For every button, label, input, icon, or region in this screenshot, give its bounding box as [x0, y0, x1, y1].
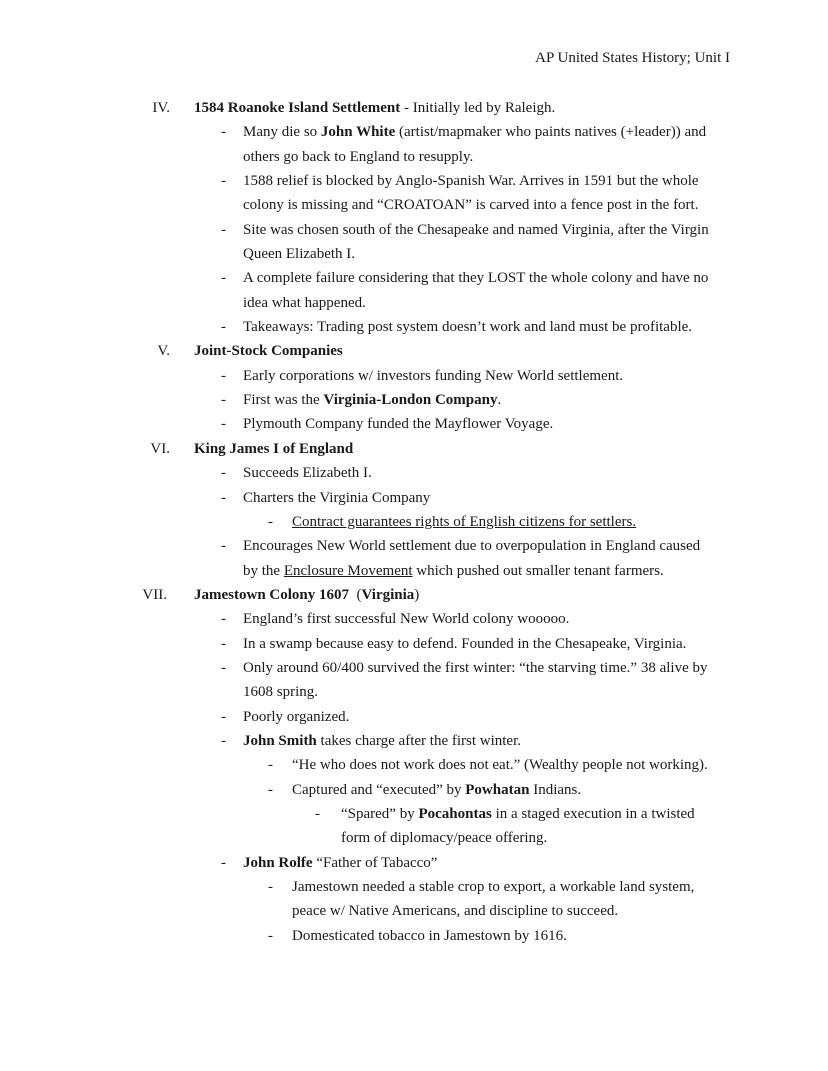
- bullet-dash: -: [221, 270, 226, 287]
- key-term: Powhatan: [465, 781, 530, 798]
- sub-list-item: - Captured and “executed” by Powhatan Indians.: [0, 778, 828, 802]
- sub-list-item: [0, 510, 828, 534]
- section-number: VI.: [150, 440, 170, 457]
- section-heading-v: [0, 339, 828, 363]
- list-item: - First was the Virginia-London Company.: [0, 388, 828, 412]
- bullet-dash: -: [221, 221, 226, 238]
- bullet-dash: -: [221, 854, 226, 871]
- section-title: Jamestown Colony 1607: [194, 586, 350, 603]
- list-item: - Succeeds Elizabeth I.: [0, 461, 828, 485]
- bullet-dash: -: [268, 513, 273, 530]
- section-title: King James I of England: [194, 440, 354, 457]
- bullet-dash: -: [221, 489, 226, 506]
- list-item: - Only around 60/400 survived the first winter: “the starving time.” 38 alive by: [0, 656, 828, 680]
- key-term: John Rolfe: [243, 854, 313, 871]
- section-number: V.: [157, 343, 170, 360]
- list-item: - John Rolfe “Father of Tabacco”: [0, 851, 828, 875]
- sub-list-item: - Jamestown needed a stable crop to export, a workable land system,: [0, 875, 828, 899]
- list-item: - Poorly organized.: [0, 705, 828, 729]
- section-title: 1584 Roanoke Island Settlement: [194, 100, 401, 116]
- bullet-dash: -: [315, 805, 320, 822]
- list-item: - Early corporations w/ investors funding New World settlement.: [0, 364, 828, 388]
- bullet-dash: -: [221, 392, 226, 409]
- section-number: VII.: [142, 586, 167, 603]
- list-item: - A complete failure considering that they LOST the whole colony and have no: [0, 266, 828, 290]
- bullet-dash: -: [221, 319, 226, 336]
- key-term: Pocahontas: [418, 805, 492, 822]
- underlined-text: Contract guarantees rights of English citizens for settlers.: [292, 513, 637, 530]
- sub-sub-list-item-continuation: form of diplomacy/peace offering.: [341, 830, 548, 847]
- section-title-note: - Initially led by Raleigh.: [400, 100, 556, 116]
- list-item-continuation: others go back to England to resupply.: [243, 148, 474, 165]
- list-item-continuation: idea what happened.: [243, 294, 366, 311]
- list-item: - Plymouth Company funded the Mayflower Voyage.: [0, 412, 828, 436]
- list-item-continuation: by the Enclosure Movement which pushed out smaller tenant farmers.: [243, 562, 664, 579]
- key-term: Virginia: [361, 586, 415, 603]
- sub-list-item-continuation: peace w/ Native Americans, and discipline to succeed.: [292, 903, 619, 920]
- list-item: - Encourages New World settlement due to overpopulation in England caused: [0, 534, 828, 558]
- list-item: - In a swamp because easy to defend. Founded in the Chesapeake, Virginia.: [0, 632, 828, 656]
- key-term: Virginia-London Company: [323, 392, 498, 409]
- page-header: AP United States History; Unit I: [535, 50, 730, 66]
- sub-list-item: - Domesticated tobacco in Jamestown by 1616.: [0, 924, 828, 948]
- section-number: IV.: [152, 100, 170, 116]
- bullet-dash: -: [221, 124, 226, 141]
- bullet-dash: -: [221, 611, 226, 628]
- list-item: - Takeaways: Trading post system doesn’t work and land must be profitable.: [0, 315, 828, 339]
- underlined-text: Enclosure Movement: [283, 562, 413, 579]
- list-item-continuation: Queen Elizabeth I.: [243, 246, 356, 263]
- section-title: Joint-Stock Companies: [194, 343, 343, 360]
- bullet-dash: -: [268, 781, 273, 798]
- list-item-continuation: colony is missing and “CROATOAN” is carved into a fence post in the fort.: [243, 197, 699, 214]
- section-heading-vii: VII. Jamestown Colony 1607 (Virginia): [0, 583, 828, 607]
- list-item: - Many die so John White (artist/mapmaker who paints natives (+leader)) and: [0, 120, 828, 144]
- key-term: John White: [320, 124, 396, 141]
- bullet-dash: -: [221, 708, 226, 725]
- list-item: - England’s first successful New World colony wooooo.: [0, 607, 828, 631]
- bullet-dash: -: [268, 757, 273, 774]
- section-heading-vi: [0, 437, 828, 461]
- bullet-dash: -: [221, 732, 226, 749]
- section-heading-iv: [0, 96, 828, 120]
- bullet-dash: -: [221, 465, 226, 482]
- key-term: John Smith: [243, 732, 317, 749]
- list-item: - 1588 relief is blocked by Anglo-Spanish War. Arrives in 1591 but the whole: [0, 169, 828, 193]
- list-item: - Charters the Virginia Company: [0, 486, 828, 510]
- bullet-dash: -: [221, 367, 226, 384]
- bullet-dash: -: [221, 635, 226, 652]
- sub-list-item: - “He who does not work does not eat.” (Wealthy people not working).: [0, 753, 828, 777]
- bullet-dash: -: [221, 416, 226, 433]
- bullet-dash: -: [221, 659, 226, 676]
- list-item: - John Smith takes charge after the first winter.: [0, 729, 828, 753]
- bullet-dash: -: [268, 927, 273, 944]
- bullet-dash: -: [221, 173, 226, 190]
- notes-outline: [0, 96, 828, 948]
- list-item-continuation: 1608 spring.: [243, 684, 318, 701]
- list-item: - Site was chosen south of the Chesapeake and named Virginia, after the Virgin: [0, 218, 828, 242]
- sub-sub-list-item: - “Spared” by Pocahontas in a staged execution in a twisted: [0, 802, 828, 826]
- bullet-dash: -: [221, 538, 226, 555]
- bullet-dash: -: [268, 879, 273, 895]
